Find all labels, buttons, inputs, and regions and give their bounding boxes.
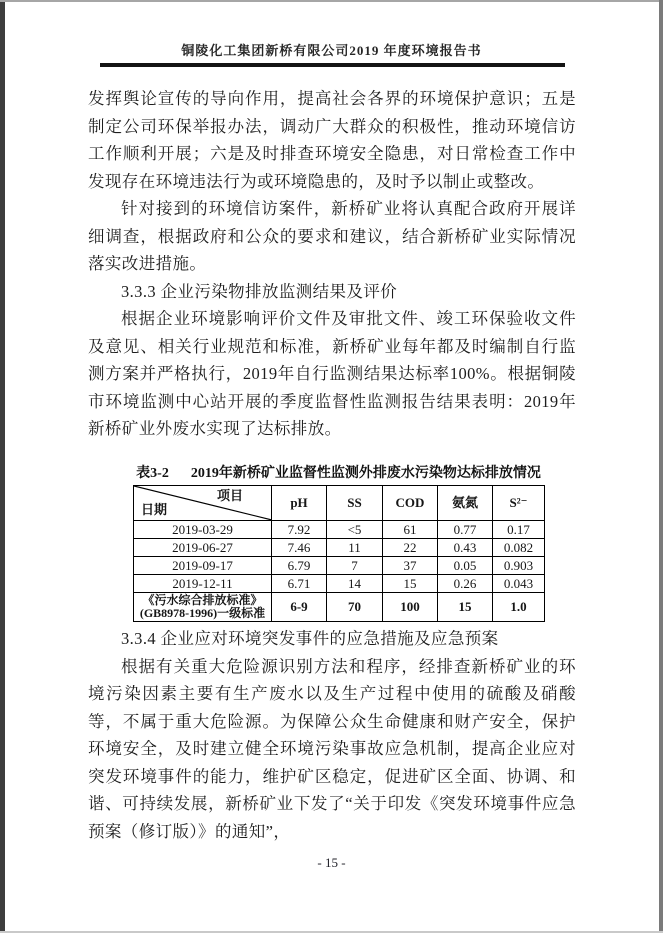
page-header-title: 铜陵化工集团新桥有限公司2019 年度环境报告书 [181,43,482,58]
water-quality-table [133,485,545,622]
value-cell: 6.71 [272,575,327,593]
standard-label-cell [134,593,272,622]
standard-label-line2: (GB8978-1996)一级标准 [139,606,266,620]
standard-value-cell: 100 [383,593,438,622]
date-cell: 2019-12-11 [134,575,272,593]
value-cell: 0.082 [493,539,545,557]
value-cell: 22 [383,539,438,557]
text-block-bottom [88,625,576,845]
column-header-ss: SS [327,486,383,521]
standard-value-cell: 1.0 [493,593,545,622]
page-number: - 15 - [317,855,346,870]
value-cell: 14 [327,575,383,593]
column-header-sulfide: S²⁻ [493,486,545,521]
standard-value-cell: 6-9 [272,593,327,622]
value-cell: 61 [383,521,438,539]
value-cell: 37 [383,557,438,575]
paragraph-publicity: 发挥舆论宣传的导向作用，提高社会各界的环境保护意识；五是制定公司环保举报办法，调动广大群众的积极性，推动环境信访工作顺利开展；六是及时排查环境安全隐患，对日常检查工作中发现存在环境违法行为或环境隐患的，及时予以制止或整改。 [88,89,576,191]
column-header-ammonia: 氨氮 [438,486,493,521]
header-rule [100,63,565,67]
section-heading-3-3-4: 3.3.4 企业应对环境突发事件的应急措施及应急预案 [121,629,499,648]
column-header-ph: pH [272,486,327,521]
value-cell: 7.92 [272,521,327,539]
standard-value-cell: 15 [438,593,493,622]
paragraph-monitoring-results: 根据企业环境影响评价文件及审批文件、竣工环保验收文件及意见、相关行业规范和标准，新桥矿业每年都及时编制自行监测方案并严格执行，2019年自行监测结果达标率100%。根据铜陵市环境监测中心站开展的季度监督性监测报告结果表明：2019年新桥矿业外废水实现了达标排放。 [88,309,576,438]
value-cell: 0.17 [493,521,545,539]
table-row [134,539,545,557]
standard-value-cell: 70 [327,593,383,622]
table-caption-label: 表3-2 [136,466,169,481]
value-cell: 7.46 [272,539,327,557]
standard-row [134,593,545,622]
value-cell: 11 [327,539,383,557]
value-cell: 0.05 [438,557,493,575]
corner-label-date: 日期 [141,502,168,517]
value-cell: 0.43 [438,539,493,557]
table-caption [133,462,544,482]
section-heading-3-3-3: 3.3.3 企业污染物排放监测结果及评价 [121,281,398,301]
text-block-top [88,85,576,443]
value-cell: <5 [327,521,383,539]
table-corner-cell [134,486,272,521]
scan-edge-right [659,0,663,933]
value-cell: 7 [327,557,383,575]
value-cell: 15 [383,575,438,593]
date-cell: 2019-09-17 [134,557,272,575]
paragraph-emergency-plan: 根据有关重大危险源识别方法和程序，经排查新桥矿业的环境污染因素主要有生产废水以及生产过程中使用的硫酸及硝酸等，不属于重大危险源。为保障公众生命健康和财产安全，保护环境安全，及时建立健全环境污染事故应急机制，提高企业应对突发环境事件的能力，维护矿区稳定，促进矿区全面、协调、和谐、可持续发展，新桥矿业下发了“关于印发《突发环境事件应急预案（修订版）》的通知”， [88,656,576,841]
paragraph-petition-cases: 针对接到的环境信访案件，新桥矿业将认真配合政府开展详细调查，根据政府和公众的要求和建议，结合新桥矿业实际情况落实改进措施。 [88,199,576,273]
value-cell: 6.79 [272,557,327,575]
value-cell: 0.26 [438,575,493,593]
corner-label-item: 项目 [216,488,243,503]
table-row [134,575,545,593]
value-cell: 0.77 [438,521,493,539]
table-row [134,521,545,539]
date-cell: 2019-06-27 [134,539,272,557]
table-row [134,557,545,575]
table-caption-title: 2019年新桥矿业监督性监测外排废水污染物达标排放情况 [190,466,541,481]
standard-label-line1: 《污水综合排放标准》 [142,592,263,607]
value-cell: 0.903 [493,557,545,575]
table-header-row [134,486,545,521]
scan-edge-left [0,0,5,933]
column-header-cod: COD [383,486,438,521]
value-cell: 0.043 [493,575,545,593]
date-cell: 2019-03-29 [134,521,272,539]
scan-edge-top [0,0,663,2]
